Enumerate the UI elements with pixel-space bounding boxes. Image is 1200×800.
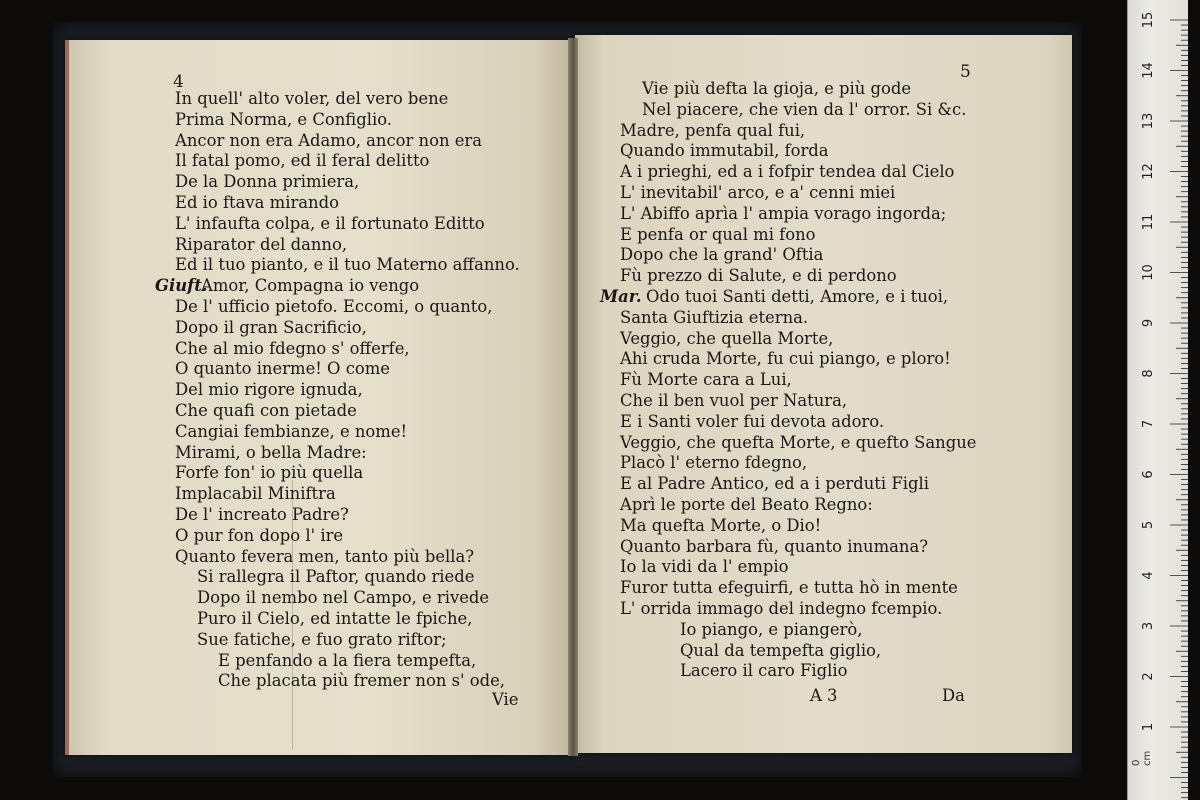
- text-line: [620, 391, 976, 412]
- speaker-label: Mar.: [600, 286, 642, 306]
- line-text: L' Abiffo aprìa l' ampia vorago ingorda;: [620, 203, 947, 223]
- line-text: Veggio, che quella Morte,: [620, 328, 834, 348]
- line-text: De l' increato Padre?: [175, 504, 349, 524]
- ruler-number: 15: [1141, 11, 1156, 29]
- left-page-text: [155, 89, 520, 692]
- line-text: Implacabil Miniftra: [175, 484, 336, 504]
- line-text: Quanto fevera men, tanto più bella?: [175, 546, 475, 566]
- text-line: [175, 484, 520, 505]
- text-line: [175, 151, 520, 172]
- ruler-number: 7: [1141, 419, 1156, 429]
- text-line: [620, 412, 976, 433]
- text-line: [175, 89, 520, 110]
- measuring-ruler: [1127, 0, 1188, 800]
- text-line: [175, 505, 520, 526]
- text-line: [175, 255, 520, 276]
- line-text: Dopo il nembo nel Campo, e rivede: [197, 588, 490, 608]
- ruler-number: 2: [1141, 672, 1156, 681]
- text-line: [620, 599, 976, 620]
- line-text: In quell' alto voler, del vero bene: [175, 89, 449, 108]
- text-line: [620, 433, 976, 454]
- text-line: [620, 121, 976, 142]
- text-line: [175, 567, 520, 588]
- text-line: [175, 297, 520, 318]
- ruler-number: 6: [1141, 470, 1156, 479]
- line-text: Che il ben vuol per Natura,: [620, 390, 848, 410]
- left-catchword: Vie: [492, 690, 519, 709]
- line-text: Odo tuoi Santi detti, Amore, e i tuoi,: [646, 286, 949, 306]
- line-text: L' inevitabil' arco, e a' cenni miei: [620, 182, 896, 202]
- text-line: [620, 225, 976, 246]
- text-line: [620, 641, 976, 662]
- line-text: Prima Norma, e Configlio.: [175, 109, 392, 129]
- text-line: [175, 671, 520, 692]
- text-line: [620, 204, 976, 225]
- text-line: [175, 422, 520, 443]
- line-text: A i prieghi, ed a i fofpir tendea dal Cielo: [620, 162, 955, 182]
- left-page-number: 4: [173, 72, 184, 92]
- line-text: O pur fon dopo l' ire: [175, 525, 344, 545]
- line-text: Vie più defta la gioja, e più gode: [642, 79, 912, 98]
- right-catchword: Da: [942, 686, 965, 705]
- line-text: Io la vidi da l' empio: [620, 557, 789, 577]
- text-line: [620, 537, 976, 558]
- text-line: [620, 266, 976, 287]
- ruler-number: 10: [1141, 264, 1156, 281]
- line-text: Nel piacere, che vien da l' orror. Si &c.: [642, 99, 967, 119]
- ruler-ticks: [1128, 0, 1188, 800]
- ruler-number: 12: [1141, 163, 1156, 180]
- ruler-number: 13: [1141, 112, 1156, 130]
- text-line: [175, 110, 520, 131]
- line-text: E i Santi voler fui devota adoro.: [620, 411, 885, 431]
- text-line: [175, 339, 520, 360]
- ruler-unit: 0 cm: [1131, 750, 1153, 766]
- text-line: [175, 588, 520, 609]
- line-text: Si rallegra il Paftor, quando riede: [197, 567, 475, 587]
- line-text: De la Donna primiera,: [175, 172, 360, 192]
- text-line: [175, 318, 520, 339]
- line-text: Santa Giuftizia eterna.: [620, 307, 809, 327]
- ruler-number: 14: [1141, 62, 1156, 79]
- line-text: Io piango, e piangerò,: [680, 619, 863, 639]
- text-line: [620, 557, 976, 578]
- line-text: Del mio rigore ignuda,: [175, 380, 363, 400]
- text-line: [175, 526, 520, 547]
- line-text: E al Padre Antico, ed a i perduti Figli: [620, 474, 929, 494]
- text-line: [620, 578, 976, 599]
- ruler-number: 1: [1141, 722, 1156, 732]
- line-text: Ahi cruda Morte, fu cui piango, e ploro!: [620, 349, 951, 369]
- text-line: [620, 349, 976, 370]
- line-text: Aprì le porte del Beato Regno:: [620, 494, 873, 514]
- line-text: Lacero il caro Figlio: [680, 661, 848, 681]
- text-line: [175, 235, 520, 256]
- right-page-number: 5: [960, 62, 971, 82]
- text-line: [620, 79, 976, 100]
- text-line: [620, 308, 976, 329]
- text-line: [620, 183, 976, 204]
- text-line: [175, 131, 520, 152]
- text-line: [175, 172, 520, 193]
- text-line: [155, 276, 520, 297]
- text-line: [620, 516, 976, 537]
- text-line: [620, 245, 976, 266]
- text-line: [600, 286, 976, 308]
- line-text: Madre, penfa qual fui,: [620, 120, 806, 140]
- text-line: [620, 329, 976, 350]
- book-gutter: [568, 38, 578, 756]
- line-text: Dopo il gran Sacrificio,: [175, 317, 367, 337]
- text-line: [620, 100, 976, 121]
- line-text: Sue fatiche, e fuo grato riftor;: [197, 629, 447, 649]
- text-line: [175, 609, 520, 630]
- line-text: Forfe fon' io più quella: [175, 463, 364, 483]
- line-text: Che al mio fdegno s' offerfe,: [175, 338, 410, 358]
- line-text: Ed io ftava mirando: [175, 192, 339, 212]
- line-text: Il fatal pomo, ed il feral delitto: [175, 151, 430, 171]
- text-line: [175, 193, 520, 214]
- line-text: Ma quefta Morte, o Dio!: [620, 515, 822, 535]
- text-line: [620, 370, 976, 391]
- right-page-text: [600, 79, 977, 682]
- line-text: Ed il tuo pianto, e il tuo Materno affanno.: [175, 255, 520, 275]
- line-text: Puro il Cielo, ed intatte le fpiche,: [197, 608, 473, 628]
- line-text: O quanto inerme! O come: [175, 359, 390, 379]
- text-line: [620, 453, 976, 474]
- signature-mark: A 3: [810, 686, 838, 705]
- line-text: L' orrida immago del indegno fcempio.: [620, 598, 943, 618]
- line-text: Che placata più fremer non s' ode,: [218, 671, 506, 691]
- line-text: Fù Morte cara a Lui,: [620, 370, 792, 390]
- line-text: Ancor non era Adamo, ancor non era: [175, 130, 483, 150]
- text-line: [175, 547, 520, 568]
- line-text: Placò l' eterno fdegno,: [620, 453, 808, 473]
- text-line: [620, 661, 976, 682]
- text-line: [175, 443, 520, 464]
- line-text: L' infaufta colpa, e il fortunato Editto: [175, 213, 485, 233]
- line-text: E penfando a la fiera tempefta,: [218, 650, 477, 670]
- text-line: [620, 141, 976, 162]
- text-line: [175, 463, 520, 484]
- speaker-label: Giuft.: [155, 276, 208, 296]
- ruler-number: 11: [1141, 213, 1156, 231]
- text-line: [175, 651, 520, 672]
- line-text: Amor, Compagna io vengo: [201, 276, 420, 296]
- line-text: Furor tutta efeguirfi, e tutta hò in mente: [620, 578, 958, 598]
- ruler-number: 4: [1141, 571, 1156, 580]
- line-text: Dopo che la grand' Oftia: [620, 245, 824, 265]
- text-line: [175, 359, 520, 380]
- text-line: [175, 401, 520, 422]
- line-text: Veggio, che quefta Morte, e quefto Sangue: [620, 432, 977, 452]
- line-text: Qual da tempefta giglio,: [680, 640, 882, 660]
- line-text: Quando immutabil, forda: [620, 141, 829, 161]
- line-text: Riparator del danno,: [175, 234, 348, 254]
- ruler-number: 5: [1141, 520, 1156, 530]
- text-line: [620, 620, 976, 641]
- line-text: Cangiai fembianze, e nome!: [175, 421, 408, 441]
- line-text: Che quafi con pietade: [175, 400, 357, 420]
- text-line: [175, 214, 520, 235]
- text-line: [175, 380, 520, 401]
- line-text: De l' ufficio pietofo. Eccomi, o quanto,: [175, 296, 493, 316]
- line-text: Fù prezzo di Salute, e di perdono: [620, 266, 897, 286]
- line-text: Mirami, o bella Madre:: [175, 442, 367, 462]
- text-line: [620, 495, 976, 516]
- ruler-number: 9: [1141, 318, 1156, 328]
- text-line: [620, 162, 976, 183]
- ruler-number: 3: [1141, 621, 1156, 631]
- ruler-number: 8: [1141, 369, 1156, 378]
- line-text: Quanto barbara fù, quanto inumana?: [620, 536, 929, 556]
- text-line: [620, 474, 976, 495]
- line-text: E penfa or qual mi fono: [620, 224, 816, 244]
- text-line: [175, 630, 520, 651]
